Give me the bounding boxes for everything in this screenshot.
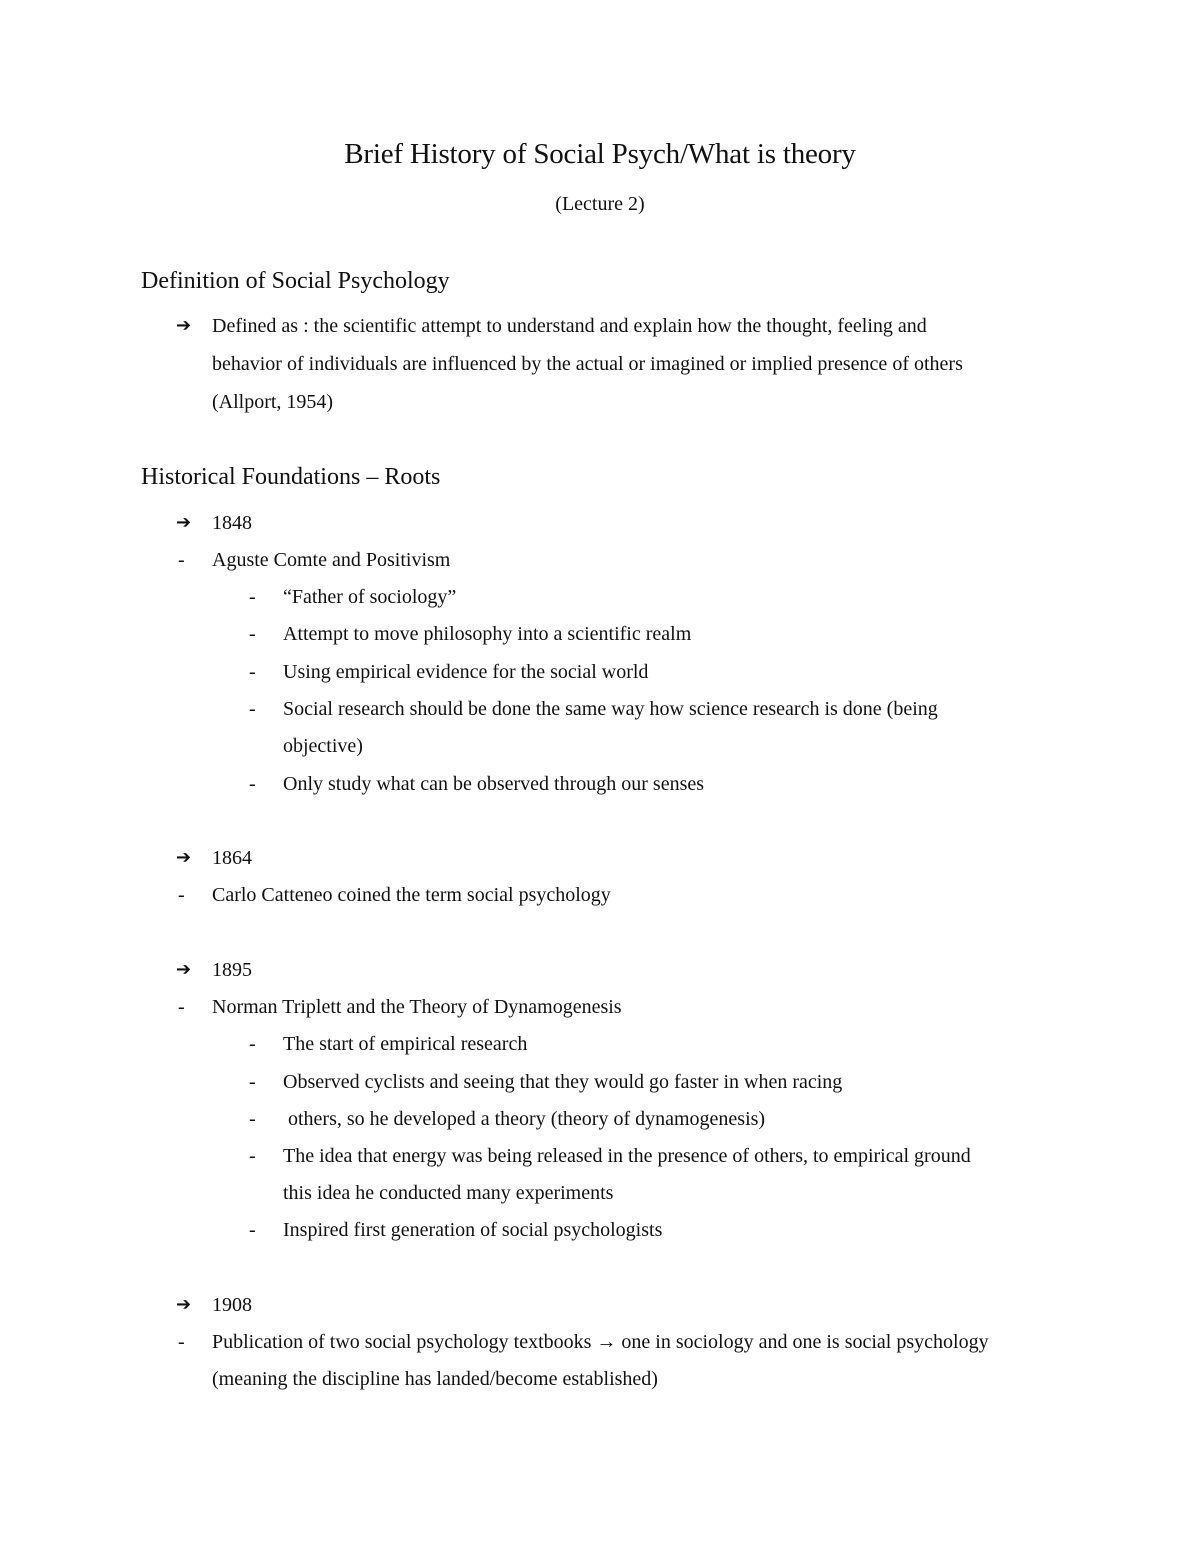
sub-list-item: Inspired first generation of social psychologists xyxy=(283,1219,663,1241)
list-item-textbooks: Publication of two social psychology textbooks → one in sociology and one is social psychology xyxy=(212,1331,989,1353)
list-item-comte: Aguste Comte and Positivism xyxy=(212,549,451,571)
sub-list-item: The idea that energy was being released in the presence of others, to empirical ground xyxy=(283,1145,971,1167)
dash-bullet: - xyxy=(249,661,256,683)
arrow-bullet-icon: ➔ xyxy=(176,315,192,336)
year-1895: 1895 xyxy=(212,959,252,981)
dash-bullet: - xyxy=(178,996,185,1018)
dash-bullet: - xyxy=(178,884,185,906)
dash-bullet: - xyxy=(178,1331,185,1353)
sub-list-item: others, so he developed a theory (theory of dynamogenesis) xyxy=(283,1108,766,1130)
dash-bullet: - xyxy=(249,1071,256,1093)
arrow-bullet-icon: ➔ xyxy=(176,512,192,533)
sub-list-item: Only study what can be observed through our senses xyxy=(283,773,705,795)
dash-bullet: - xyxy=(249,1108,256,1130)
sub-list-item: “Father of sociology” xyxy=(283,586,457,608)
dash-bullet: - xyxy=(249,586,256,608)
dash-bullet: - xyxy=(249,698,256,720)
dash-bullet: - xyxy=(178,549,185,571)
dash-bullet: - xyxy=(249,773,256,795)
dash-bullet: - xyxy=(249,1033,256,1055)
arrow-bullet-icon: ➔ xyxy=(176,847,192,868)
dash-bullet: - xyxy=(249,623,256,645)
arrow-bullet-icon: ➔ xyxy=(176,959,192,980)
sub-list-item: Using empirical evidence for the social world xyxy=(283,661,649,683)
document-title: Brief History of Social Psych/What is theory xyxy=(344,138,856,170)
definition-line: (Allport, 1954) xyxy=(212,391,334,413)
list-item-triplett: Norman Triplett and the Theory of Dynamogenesis xyxy=(212,996,622,1018)
document-subtitle: (Lecture 2) xyxy=(555,193,645,215)
definition-line: behavior of individuals are influenced by the actual or imagined or implied presence of others xyxy=(212,353,963,375)
year-1848: 1848 xyxy=(212,512,252,534)
sub-list-item-continuation: objective) xyxy=(283,735,363,757)
sub-list-item: Observed cyclists and seeing that they would go faster in when racing xyxy=(283,1071,843,1093)
definition-line: Defined as : the scientific attempt to understand and explain how the thought, feeling and xyxy=(212,315,927,337)
year-1864: 1864 xyxy=(212,847,252,869)
sub-list-item: Attempt to move philosophy into a scientific realm xyxy=(283,623,692,645)
list-item-catteneo: Carlo Catteneo coined the term social psychology xyxy=(212,884,611,906)
sub-list-item: The start of empirical research xyxy=(283,1033,528,1055)
sub-list-item-continuation: this idea he conducted many experiments xyxy=(283,1182,614,1204)
dash-bullet: - xyxy=(249,1145,256,1167)
sub-list-item: Social research should be done the same way how science research is done (being xyxy=(283,698,938,720)
arrow-bullet-icon: ➔ xyxy=(176,1294,192,1315)
list-item-textbooks-continuation: (meaning the discipline has landed/become established) xyxy=(212,1368,658,1390)
section-heading-history: Historical Foundations – Roots xyxy=(141,464,441,490)
year-1908: 1908 xyxy=(212,1294,252,1316)
dash-bullet: - xyxy=(249,1219,256,1241)
section-heading-definition: Definition of Social Psychology xyxy=(141,268,450,294)
